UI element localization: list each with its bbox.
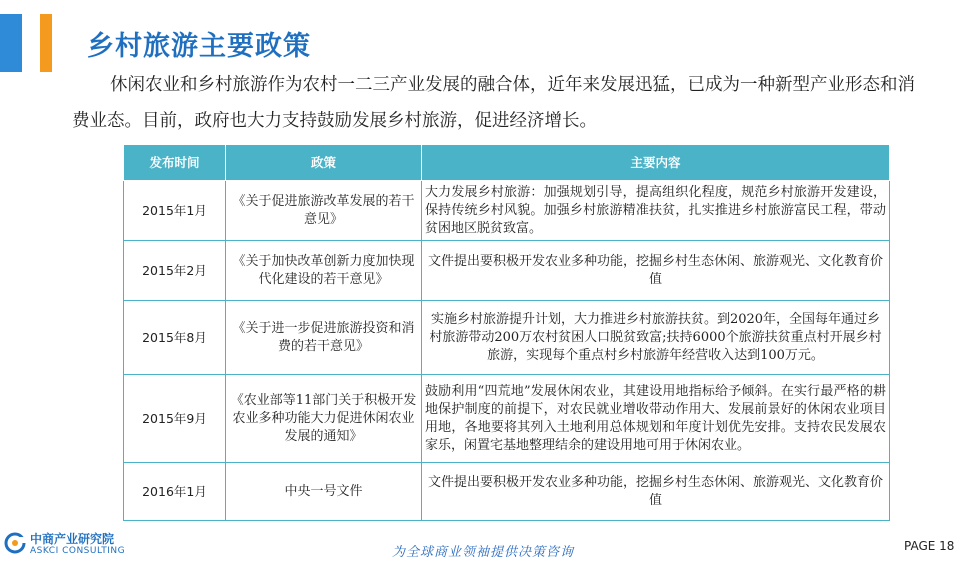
cell-date: 2015年9月: [124, 375, 226, 463]
logo-text-en: ASKCI CONSULTING: [30, 546, 126, 556]
column-header-policy: 政策: [226, 145, 422, 181]
cell-content: 文件提出要积极开发农业多种功能，挖掘乡村生态休闲、旅游观光、文化教育价值: [422, 463, 890, 521]
cell-date: 2015年8月: [124, 301, 226, 375]
cell-content: 鼓励利用“四荒地”发展休闲农业，其建设用地指标给予倾斜。在实行最严格的耕地保护制度的前提下，对农民就业增收带动作用大、发展前景好的休闲农业项目用地，各地要将其列入土地利用总体规划和年度计划优先安排。支持农民发展农家乐，闲置宅基地整理结余的建设用地可用于休闲农业。: [422, 375, 890, 463]
cell-content: 实施乡村旅游提升计划，大力推进乡村旅游扶贫。到2020年，全国每年通过乡村旅游带动200万农村贫困人口脱贫致富;扶持6000个旅游扶贫重点村开展乡村旅游，实现每个重点村乡村旅游年经营收入达到100万元。: [422, 301, 890, 375]
cell-policy: 《关于促进旅游改革发展的若干意见》: [226, 181, 422, 241]
table-row: [124, 463, 890, 521]
cell-content: 大力发展乡村旅游：加强规划引导，提高组织化程度，规范乡村旅游开发建设，保持传统乡村风貌。加强乡村旅游精准扶贫，扎实推进乡村旅游富民工程，带动贫困地区脱贫致富。: [422, 181, 890, 241]
cell-policy: 中央一号文件: [226, 463, 422, 521]
cell-date: 2016年1月: [124, 463, 226, 521]
logo-text-cn: 中商产业研究院: [30, 532, 115, 546]
footer-slogan: 为全球商业领袖提供决策咨询: [392, 545, 575, 560]
cell-policy: 《农业部等11部门关于积极开发农业多种功能大力促进休闲农业发展的通知》: [226, 375, 422, 463]
column-header-date: 发布时间: [124, 145, 226, 181]
cell-date: 2015年1月: [124, 181, 226, 241]
page-title: 乡村旅游主要政策: [87, 31, 311, 62]
cell-policy: 《关于加快改革创新力度加快现代化建设的若干意见》: [226, 241, 422, 301]
askci-logo-icon: [4, 532, 26, 554]
cell-policy: 《关于进一步促进旅游投资和消费的若干意见》: [226, 301, 422, 375]
cell-date: 2015年2月: [124, 241, 226, 301]
column-header-content: 主要内容: [422, 145, 890, 181]
page-number: PAGE 18: [904, 539, 955, 553]
accent-bar-orange: [40, 14, 52, 72]
table-row: [124, 301, 890, 375]
accent-bar-blue: [0, 14, 22, 72]
table-row: [124, 375, 890, 463]
cell-content: 文件提出要积极开发农业多种功能，挖掘乡村生态休闲、旅游观光、文化教育价值: [422, 241, 890, 301]
table-row: [124, 241, 890, 301]
table-header-row: [124, 145, 890, 181]
table-row: [124, 181, 890, 241]
policy-table: [123, 144, 890, 521]
intro-paragraph: 休闲农业和乡村旅游作为农村一二三产业发展的融合体，近年来发展迅猛，已成为一种新型产业形态和消费业态。目前，政府也大力支持鼓励发展乡村旅游，促进经济增长。: [72, 75, 915, 131]
